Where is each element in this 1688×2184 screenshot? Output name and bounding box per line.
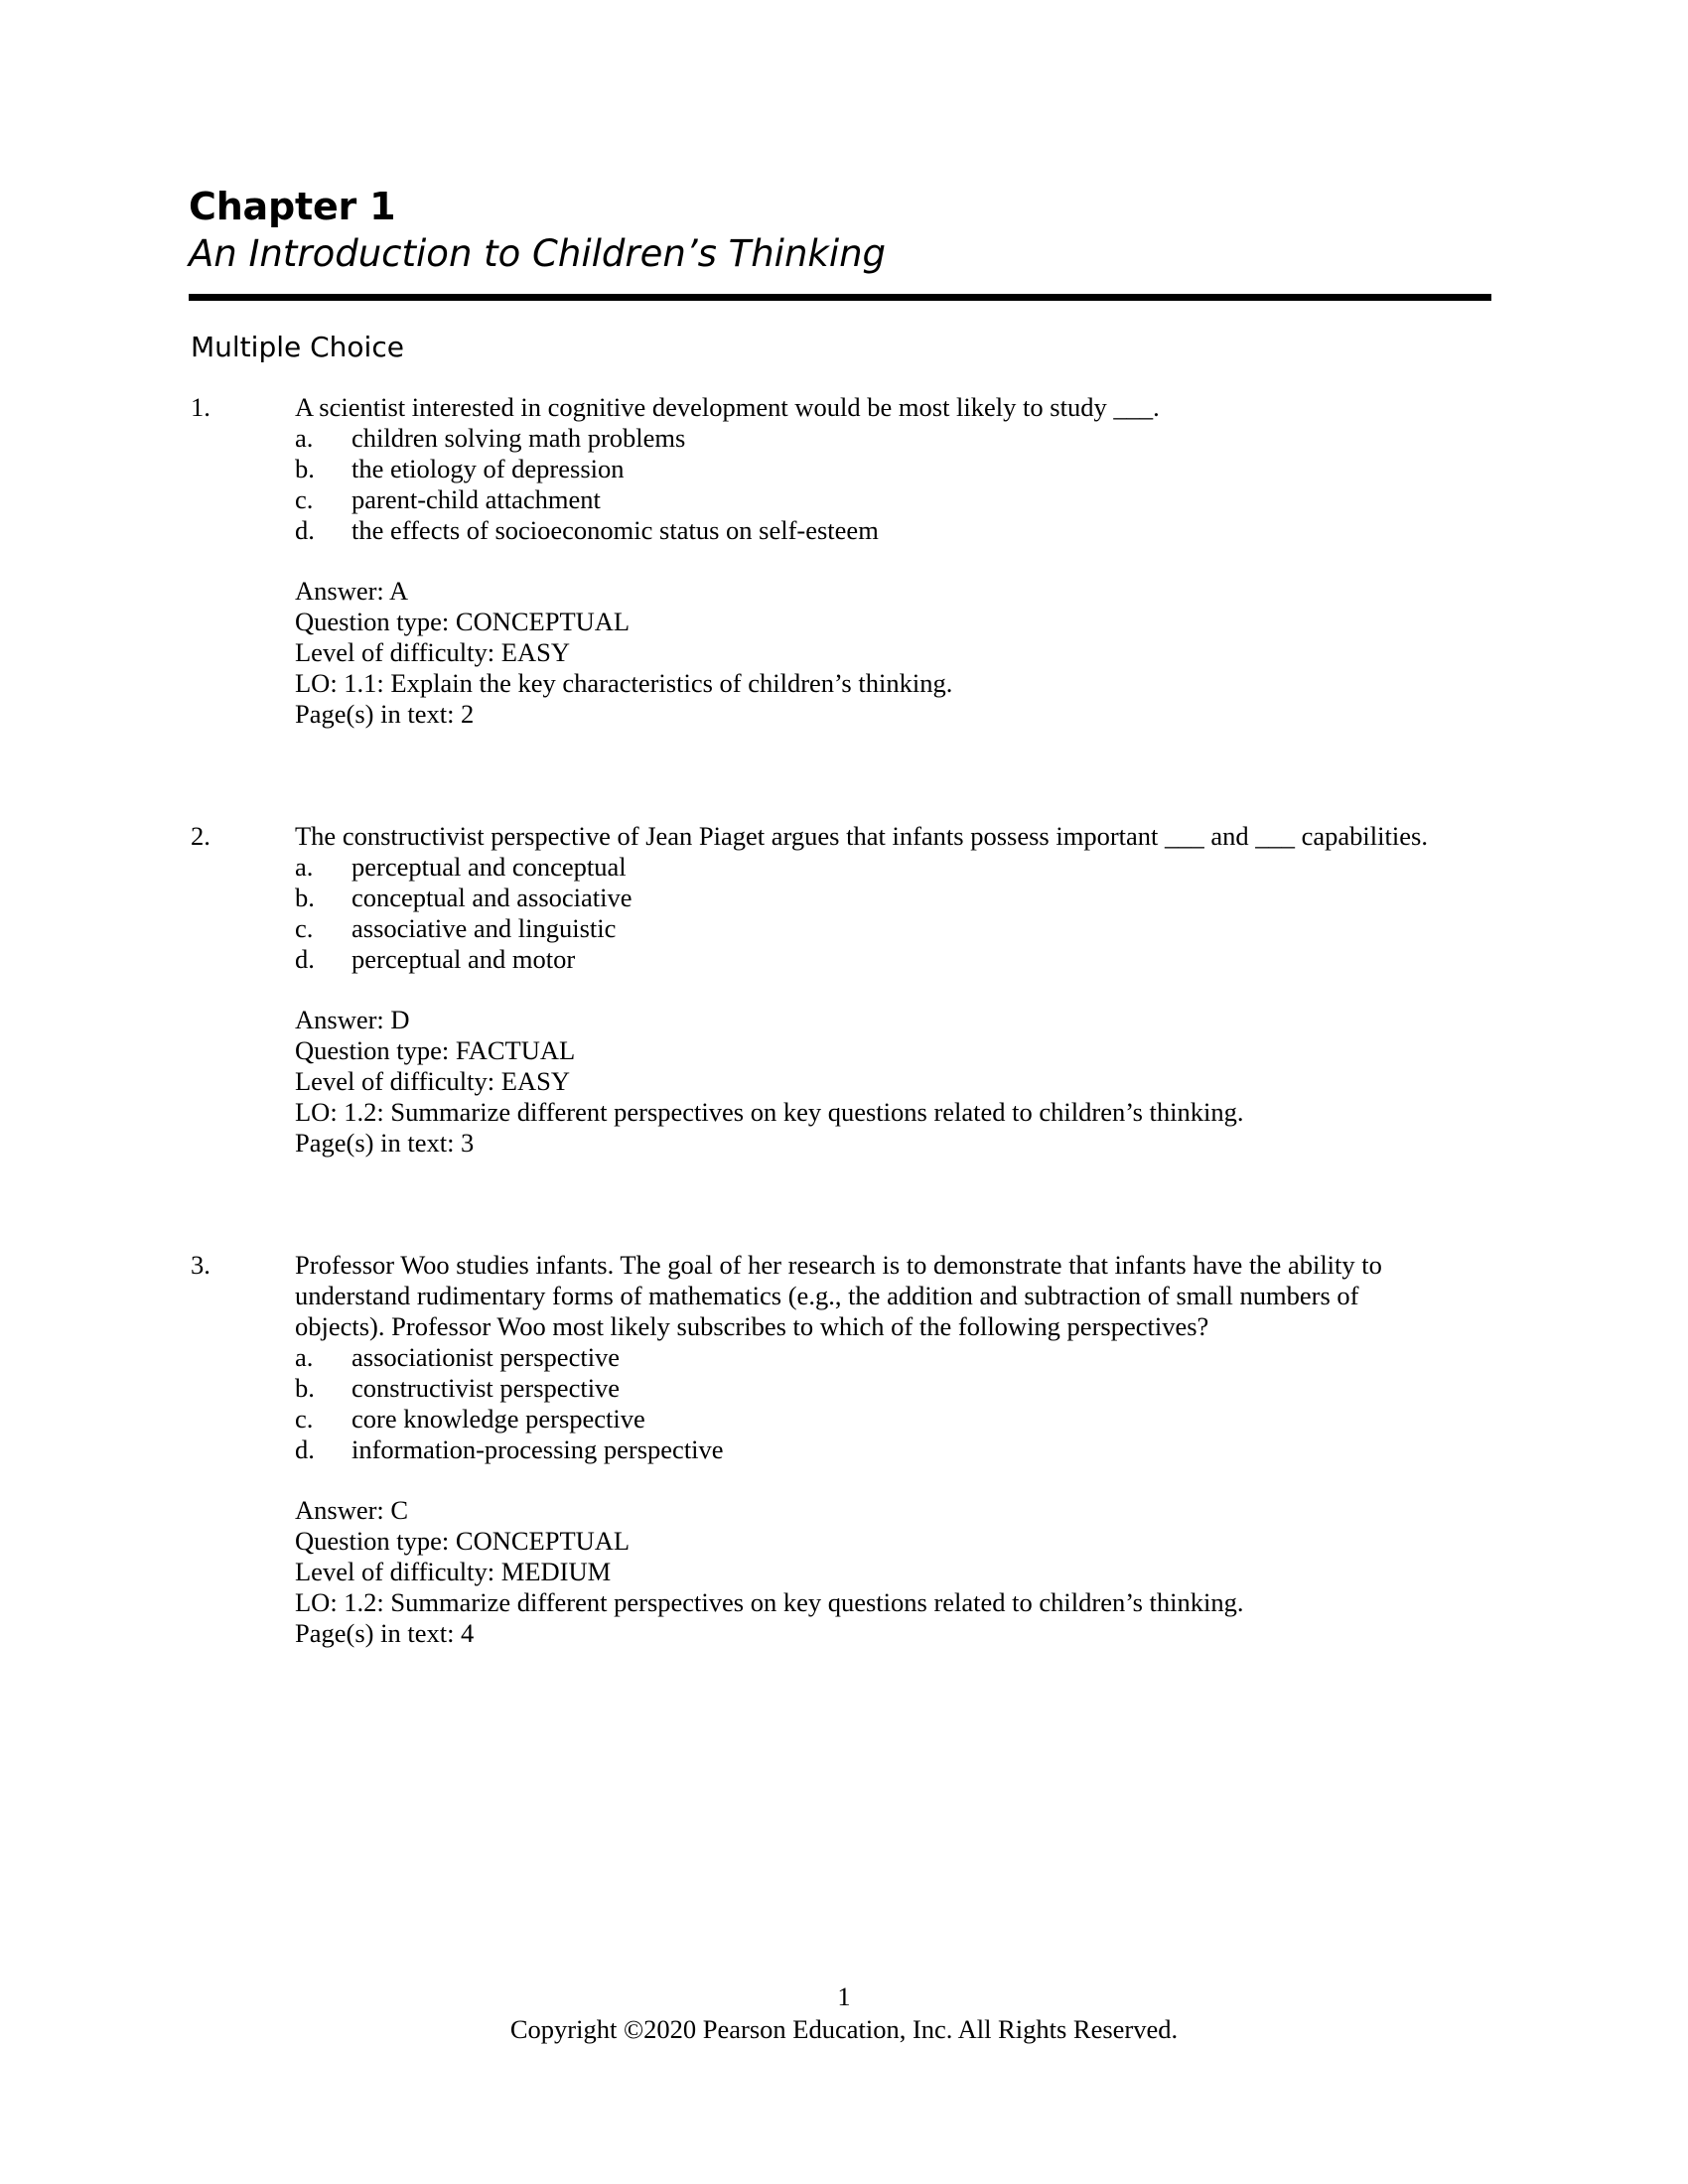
answer-key: Answer: A (295, 576, 409, 606)
option-item[interactable] (0, 423, 1688, 454)
option-item[interactable] (0, 944, 1688, 975)
option-text: the effects of socioeconomic status on self-esteem (352, 515, 879, 545)
question-stem: The constructivist perspective of Jean Piaget argues that infants possess important ___ and ___ capabilities. (295, 821, 1428, 851)
header-divider-rule (189, 294, 1491, 301)
option-item[interactable] (0, 852, 1688, 883)
answer-key: Answer: D (295, 1005, 410, 1034)
question-type: Question type: CONCEPTUAL (295, 607, 631, 636)
answer-key: Answer: C (295, 1495, 409, 1525)
option-item[interactable] (0, 1342, 1688, 1373)
copyright-notice: Copyright ©2020 Pearson Education, Inc. All Rights Reserved. (509, 2014, 1179, 2044)
option-letter: a. (295, 852, 314, 882)
option-letter: a. (295, 1342, 314, 1372)
option-letter: c. (295, 913, 314, 943)
option-letter: a. (295, 423, 314, 453)
page-reference: Page(s) in text: 3 (295, 1128, 475, 1158)
question-number: 1. (191, 392, 211, 422)
difficulty-level: Level of difficulty: MEDIUM (295, 1557, 612, 1586)
spacer (0, 1465, 1688, 1495)
option-letter: d. (295, 944, 315, 974)
difficulty-level: Level of difficulty: EASY (295, 1066, 570, 1096)
answer-metadata-block (0, 576, 1688, 730)
page-number: 1 (837, 1981, 851, 2011)
option-item[interactable] (0, 515, 1688, 546)
option-item[interactable] (0, 484, 1688, 515)
answer-metadata-block (0, 1495, 1688, 1649)
spacer (0, 975, 1688, 1005)
difficulty-level: Level of difficulty: EASY (295, 637, 570, 667)
question-number: 2. (191, 821, 211, 851)
option-letter: b. (295, 454, 315, 483)
answer-metadata-block (0, 1005, 1688, 1159)
option-list (0, 852, 1688, 975)
learning-objective: LO: 1.2: Summarize different perspectives on key questions related to children’s thinking. (295, 1097, 1244, 1127)
option-text: information-processing perspective (352, 1434, 724, 1464)
option-list (0, 1342, 1688, 1465)
spacer (0, 1159, 1688, 1250)
question-stem-row (0, 821, 1688, 852)
spacer (0, 730, 1688, 821)
option-item[interactable] (0, 883, 1688, 913)
question-stem: Professor Woo studies infants. The goal of her research is to demonstrate that infants have the ability to understand rudimentary forms of mathematics (e.g., the addition and subtraction of small numbers of objects). Professor Woo most likely subscribes to which of the following perspectives? (295, 1250, 1382, 1341)
question-item (0, 1250, 1688, 1649)
question-item (0, 392, 1688, 821)
question-type: Question type: FACTUAL (295, 1035, 576, 1065)
question-list (0, 392, 1688, 1649)
option-letter: c. (295, 1404, 314, 1433)
option-text: perceptual and conceptual (352, 852, 627, 882)
page-reference: Page(s) in text: 4 (295, 1618, 475, 1648)
page-footer (0, 1980, 1688, 2046)
chapter-header (189, 184, 1489, 279)
chapter-title: Chapter 1 (189, 185, 396, 228)
option-item[interactable] (0, 913, 1688, 944)
option-item[interactable] (0, 1404, 1688, 1434)
option-item[interactable] (0, 454, 1688, 484)
option-text: associative and linguistic (352, 913, 617, 943)
option-letter: d. (295, 1434, 315, 1464)
question-item (0, 821, 1688, 1250)
option-letter: b. (295, 1373, 315, 1403)
option-text: conceptual and associative (352, 883, 633, 912)
chapter-subtitle: An Introduction to Children’s Thinking (189, 232, 887, 275)
option-text: the etiology of depression (352, 454, 625, 483)
option-text: perceptual and motor (352, 944, 576, 974)
option-item[interactable] (0, 1434, 1688, 1465)
question-stem-row (0, 1250, 1688, 1342)
option-letter: b. (295, 883, 315, 912)
question-number: 3. (191, 1250, 211, 1280)
option-text: parent-child attachment (352, 484, 601, 514)
option-letter: d. (295, 515, 315, 545)
learning-objective: LO: 1.1: Explain the key characteristics of children’s thinking. (295, 668, 953, 698)
question-type: Question type: CONCEPTUAL (295, 1526, 631, 1556)
option-text: associationist perspective (352, 1342, 621, 1372)
spacer (0, 546, 1688, 576)
option-letter: c. (295, 484, 314, 514)
page-reference: Page(s) in text: 2 (295, 699, 475, 729)
option-item[interactable] (0, 1373, 1688, 1404)
learning-objective: LO: 1.2: Summarize different perspectives on key questions related to children’s thinking. (295, 1587, 1244, 1617)
option-text: children solving math problems (352, 423, 686, 453)
option-text: constructivist perspective (352, 1373, 621, 1403)
section-heading-multiple-choice: Multiple Choice (191, 331, 404, 363)
question-stem-row (0, 392, 1688, 423)
option-text: core knowledge perspective (352, 1404, 645, 1433)
question-stem: A scientist interested in cognitive development would be most likely to study ___. (295, 392, 1160, 422)
option-list (0, 423, 1688, 546)
